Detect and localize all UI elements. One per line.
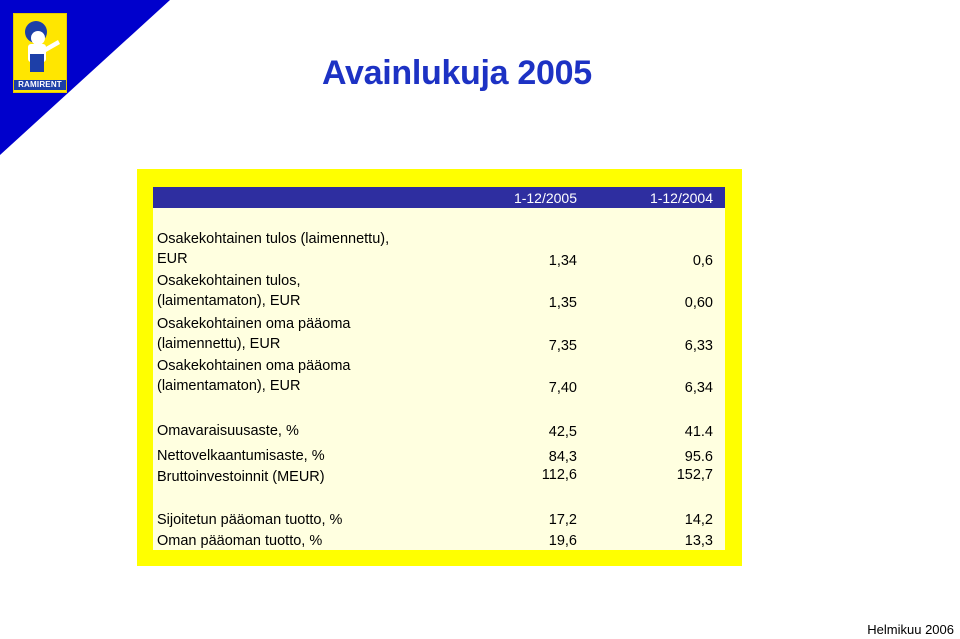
value-2005: 84,3 bbox=[548, 449, 577, 465]
value-2004: 6,34 bbox=[684, 380, 713, 396]
value-2005: 17,2 bbox=[548, 512, 577, 528]
value-2005: 7,35 bbox=[548, 338, 577, 354]
value-2004: 0,60 bbox=[684, 295, 713, 311]
row-label-line: Nettovelkaantumisaste, % bbox=[157, 448, 325, 464]
page-title: Avainlukuja 2005 bbox=[322, 54, 592, 92]
row-label-line: Osakekohtainen oma pääoma bbox=[157, 358, 351, 374]
value-2005: 1,35 bbox=[548, 295, 577, 311]
key-figures-table bbox=[153, 187, 725, 550]
value-2004: 13,3 bbox=[684, 533, 713, 549]
value-2004: 95.6 bbox=[684, 449, 713, 465]
row-label-line: (laimennettu), EUR bbox=[157, 336, 281, 352]
row-label-line: Osakekohtainen tulos, bbox=[157, 273, 301, 289]
row-label-line: Bruttoinvestoinnit (MEUR) bbox=[157, 469, 325, 485]
value-2005: 7,40 bbox=[548, 380, 577, 396]
value-2004: 0,6 bbox=[692, 253, 713, 269]
value-2004: 41.4 bbox=[684, 424, 713, 440]
row-label-line: Osakekohtainen oma pääoma bbox=[157, 316, 351, 332]
value-2005: 1,34 bbox=[548, 253, 577, 269]
row-label-line: EUR bbox=[157, 251, 188, 267]
value-2004: 6,33 bbox=[684, 338, 713, 354]
table-header-band bbox=[153, 187, 725, 208]
column-header-2004: 1-12/2004 bbox=[649, 190, 713, 206]
row-label-line: (laimentamaton), EUR bbox=[157, 378, 301, 394]
value-2005: 19,6 bbox=[548, 533, 577, 549]
ramirent-logo bbox=[13, 13, 67, 93]
value-2005: 112,6 bbox=[541, 467, 577, 483]
row-label-line: Omavaraisuusaste, % bbox=[157, 423, 299, 439]
key-figures-table-frame bbox=[137, 169, 742, 566]
value-2005: 42,5 bbox=[548, 424, 577, 440]
value-2004: 14,2 bbox=[684, 512, 713, 528]
row-label-line: (laimentamaton), EUR bbox=[157, 293, 301, 309]
column-header-2005: 1-12/2005 bbox=[513, 190, 577, 206]
value-2004: 152,7 bbox=[676, 467, 713, 483]
footer-date: Helmikuu 2006 bbox=[867, 622, 954, 637]
logo-wordmark: RAMIRENT bbox=[14, 80, 66, 90]
row-label-line: Sijoitetun pääoman tuotto, % bbox=[157, 512, 343, 528]
row-label-line: Osakekohtainen tulos (laimennettu), bbox=[157, 231, 390, 247]
row-label-line: Oman pääoman tuotto, % bbox=[157, 533, 323, 549]
